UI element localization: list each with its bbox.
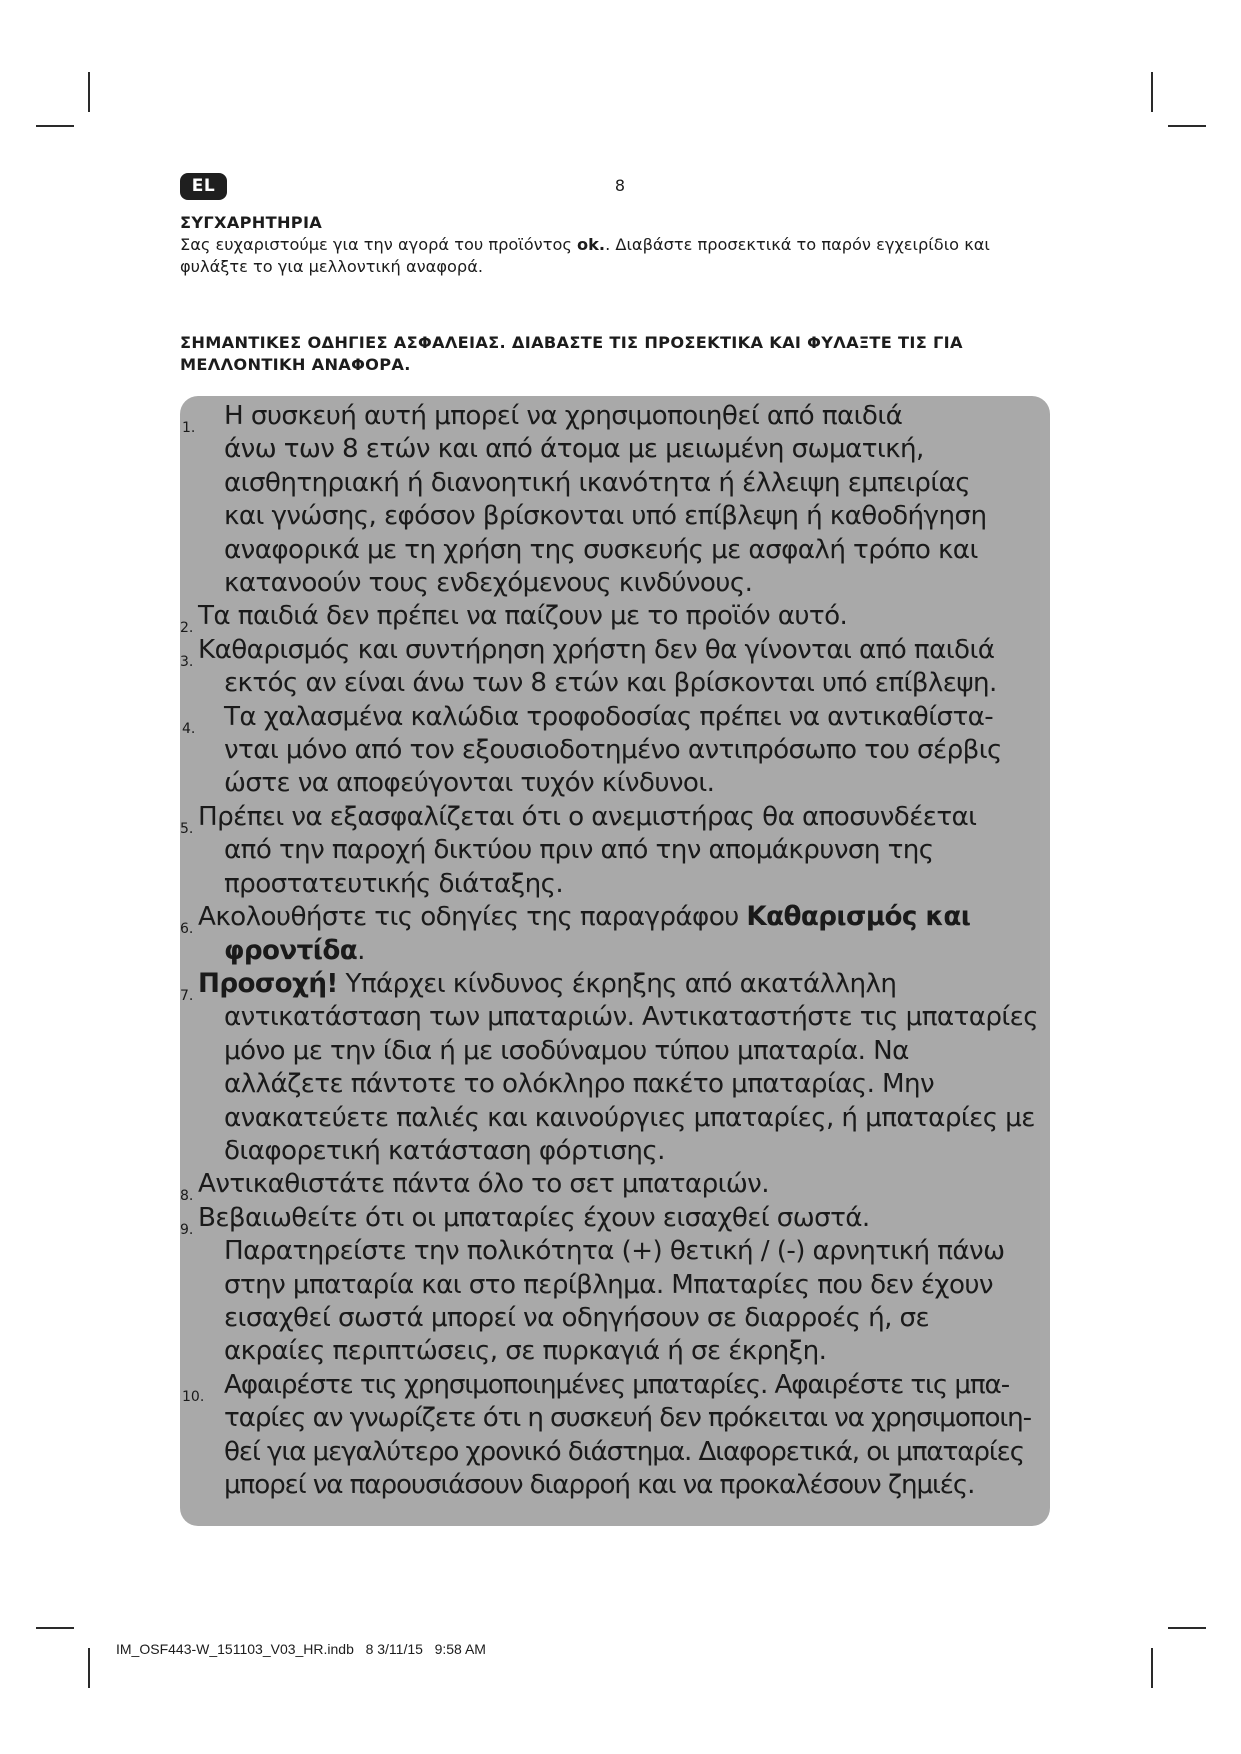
- item-number: 8.: [180, 1188, 194, 1205]
- item-line: προστατευτικής διάταξης.: [224, 868, 564, 899]
- item-line: αντικατάσταση των μπαταριών. Αντικαταστήστε τις μπαταρίες: [224, 1002, 1038, 1033]
- intro-text-line-2: φυλάξτε το για μελλοντική αναφορά.: [180, 257, 484, 276]
- item-line: από την παροχή δικτύου πριν από την απομάκρυνση της: [224, 835, 934, 866]
- print-slug: [116, 1641, 486, 1657]
- intro-text-line-1: [180, 234, 1040, 256]
- safety-item-6: [180, 901, 1050, 968]
- item-line: Παρατηρείστε την πολικότητα (+) θετική / (-) αρνητική πάνω: [224, 1236, 1005, 1267]
- item-line: στην μπαταρία και στο περίβλημα. Μπαταρίες που δεν έχουν: [224, 1269, 993, 1300]
- slug-time: 9:58 AM: [434, 1641, 486, 1657]
- crop-mark-bottom-left-horizontal: [36, 1627, 74, 1629]
- safety-item-3: [180, 634, 1050, 701]
- item-line: διαφορετική κατάσταση φόρτισης.: [224, 1135, 665, 1166]
- item-line: μπορεί να παρουσιάσουν διαρροή και να προκαλέσουν ζημιές.: [224, 1470, 975, 1500]
- item-line: ανακατεύετε παλιές και καινούργιες μπαταρίες, ή μπαταρίες με: [224, 1102, 1035, 1133]
- item-number: 6.: [180, 921, 194, 938]
- item-number: 10.: [182, 1388, 205, 1405]
- item-line: Καθαρισμός και συντήρηση χρήστη δεν θα γίνονται από παιδιά: [198, 634, 995, 665]
- item-line: [198, 901, 1050, 934]
- intro-heading: ΣΥΓΧΑΡΗΤΗΡΙΑ: [180, 213, 323, 232]
- crop-mark-top-right-vertical: [1151, 72, 1153, 112]
- item-line: [198, 935, 1050, 968]
- item-emphasis: Καθαρισμός και: [746, 902, 971, 933]
- language-badge: EL: [180, 173, 227, 200]
- item-text: Ακολουθήστε τις οδηγίες της παραγράφου: [198, 902, 747, 933]
- crop-mark-top-left-vertical: [88, 72, 90, 112]
- safety-item-4: [180, 701, 1050, 801]
- crop-mark-bottom-right-horizontal: [1168, 1627, 1206, 1629]
- item-line: [198, 968, 1050, 1001]
- item-number: 1.: [182, 420, 196, 436]
- item-text: .: [357, 935, 365, 966]
- item-line: ώστε να αποφεύγονται τυχόν κίνδυνοι.: [224, 768, 715, 799]
- item-line: Αφαιρέστε τις χρησιμοποιημένες μπαταρίες. Αφαιρέστε τις μπα-: [224, 1369, 1010, 1400]
- safety-item-1: [180, 400, 1050, 600]
- intro-section: [180, 212, 1040, 278]
- item-line: νται μόνο από τον εξουσιοδοτημένο αντιπρόσωπο του σέρβις: [224, 735, 1002, 766]
- crop-mark-bottom-right-vertical: [1151, 1648, 1153, 1688]
- slug-file: IM_OSF443-W_151103_V03_HR.indb: [116, 1641, 354, 1657]
- safety-item-9: [180, 1202, 1050, 1369]
- intro-text-after-brand: . Διαβάστε προσεκτικά το παρόν εγχειρίδιο και: [605, 235, 990, 254]
- item-number: 7.: [180, 987, 194, 1004]
- item-line: εκτός αν είναι άνω των 8 ετών και βρίσκονται υπό επίβλεψη.: [224, 668, 997, 699]
- crop-mark-top-left-horizontal: [36, 125, 74, 127]
- intro-text-before-brand: Σας ευχαριστούμε για την αγορά του προϊόντος: [180, 235, 578, 254]
- safety-item-10: [180, 1369, 1050, 1503]
- item-line: άνω των 8 ετών και από άτομα με μειωμένη σωματική,: [224, 434, 924, 465]
- safety-item-8: [180, 1168, 1050, 1205]
- crop-mark-top-right-horizontal: [1168, 125, 1206, 127]
- slug-date: 3/11/15: [377, 1641, 423, 1657]
- item-number: 9.: [180, 1221, 194, 1238]
- item-text: Υπάρχει κίνδυνος έκρηξης από ακατάλληλη: [337, 968, 897, 999]
- item-line: και γνώσης, εφόσον βρίσκονται υπό επίβλεψη ή καθοδήγηση: [224, 501, 987, 532]
- page-number: 8: [614, 176, 626, 195]
- item-line: εισαχθεί σωστά μπορεί να οδηγήσουν σε διαρροές ή, σε: [224, 1302, 930, 1333]
- item-line: κατανοούν τους ενδεχόμενους κινδύνους.: [224, 568, 753, 599]
- safety-instructions-panel: [180, 396, 1050, 1526]
- safety-heading-line-2: ΜΕΛΛΟΝΤΙΚΗ ΑΝΑΦΟΡΑ.: [180, 355, 411, 374]
- item-number: 2.: [180, 620, 194, 637]
- brand-name: ok.: [577, 235, 606, 254]
- safety-heading: [180, 332, 1040, 376]
- warning-label: Προσοχή!: [198, 968, 338, 999]
- safety-item-2: [180, 600, 1050, 637]
- item-line: ταρίες αν γνωρίζετε ότι η συσκευή δεν πρόκειται να χρησιμοποιη-: [224, 1403, 1031, 1434]
- item-line: Αντικαθιστάτε πάντα όλο το σετ μπαταριών.: [198, 1169, 769, 1200]
- item-number: 5.: [180, 820, 194, 837]
- item-line: Πρέπει να εξασφαλίζεται ότι ο ανεμιστήρας θα αποσυνδέεται: [198, 801, 977, 832]
- safety-item-5: [180, 801, 1050, 901]
- item-line: Τα παιδιά δεν πρέπει να παίζουν με το προϊόν αυτό.: [198, 601, 848, 632]
- item-line: Βεβαιωθείτε ότι οι μπαταρίες έχουν εισαχθεί σωστά.: [198, 1202, 870, 1233]
- safety-item-7: [180, 968, 1050, 1168]
- item-line: Τα χαλασμένα καλώδια τροφοδοσίας πρέπει να αντικαθίστα-: [224, 701, 994, 732]
- item-line: Η συσκευή αυτή μπορεί να χρησιμοποιηθεί από παιδιά: [224, 401, 903, 431]
- item-number: 4.: [182, 720, 196, 737]
- item-line: αισθητηριακή ή διανοητική ικανότητα ή έλλειψη εμπειρίας: [224, 467, 971, 498]
- item-line: αλλάζετε πάντοτε το ολόκληρο πακέτο μπαταρίας. Μην: [224, 1069, 935, 1100]
- item-line: μόνο με την ίδια ή με ισοδύναμου τύπου μπαταρία. Να: [224, 1035, 909, 1066]
- item-line: θεί για μεγαλύτερο χρονικό διάστημα. Διαφορετικά, οι μπαταρίες: [224, 1436, 1024, 1467]
- item-emphasis: φροντίδα: [224, 935, 358, 966]
- item-number: 3.: [180, 653, 194, 670]
- item-line: αναφορικά με τη χρήση της συσκευής με ασφαλή τρόπο και: [224, 534, 978, 565]
- crop-mark-bottom-left-vertical: [88, 1648, 90, 1688]
- safety-heading-line-1: ΣΗΜΑΝΤΙΚΕΣ ΟΔΗΓΙΕΣ ΑΣΦΑΛΕΙΑΣ. ΔΙΑΒΑΣΤΕ ΤΙΣ ΠΡΟΣΕΚΤΙΚΑ ΚΑΙ ΦΥΛΑΞΤΕ ΤΙΣ ΓΙΑ: [180, 333, 963, 352]
- slug-page: 8: [365, 1641, 374, 1657]
- item-line: ακραίες περιπτώσεις, σε πυρκαγιά ή σε έκρηξη.: [224, 1336, 827, 1367]
